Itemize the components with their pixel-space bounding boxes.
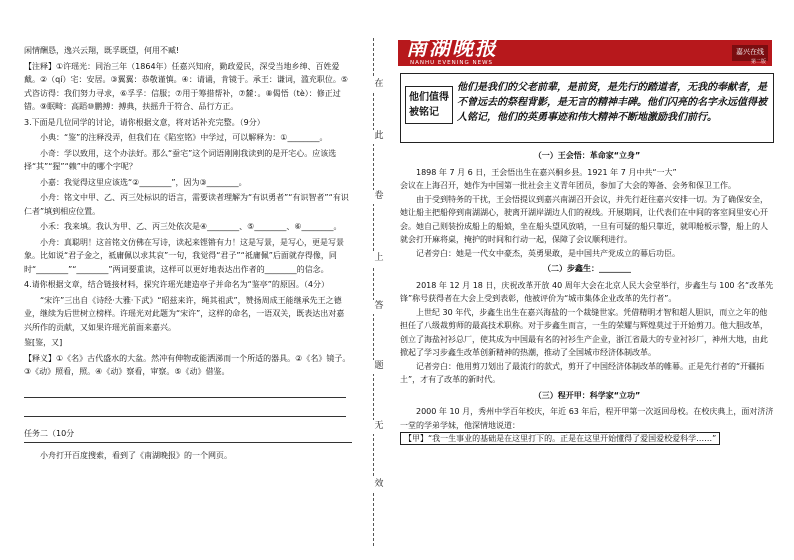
article-paragraph: 会议在上海召开，她作为中国第一批社会主义青年团员，参加了大会的筹备、会务和保卫工作。 xyxy=(400,181,736,190)
link-material: “宋许”三出自《诗经·大雅·下武》“昭兹来许，绳其祖武”，赞扬周成王能继承先王之德业，继续为后世树立榜样。许瑶光对此题为“宋许”，这样的命名，一语双关，既表达出对嘉兴所作的贡献，又如果许瑶光前面来嘉兴。 xyxy=(24,295,345,332)
seal-char: 效 xyxy=(372,478,386,492)
tribute-tag: 他们值得被铭记 xyxy=(405,86,453,124)
text-line: 闲情酬恳，逸兴云翔，既孚既望，何用不臧! xyxy=(24,46,180,55)
section-title: （三）程开甲：科学家“立功” xyxy=(533,390,641,400)
seal-char: 题 xyxy=(372,360,386,374)
article-paragraph: 上世纪 30 年代，步鑫生出生在嘉兴海盐的一个裁缝世家。凭借精明才智和超人胆识，而立之年的他担任了八级裁剪师的最高技术职称。对于步鑫生而言，一生的荣耀与辉煌莫过于开始剪刀。他大胆改革，创立了海盐衬衫总厂，使其成为中国最有名的衬衫生产企业，浙江省最大的专业衬衫厂，神州大地，由此掀起了学习步鑫生改革创新精神的热潮，推动了全国城市经济体制改革。 xyxy=(400,307,768,357)
section-title[interactable]: （二）步鑫生：________ xyxy=(543,264,631,273)
dictionary-head: 鉴[鉴，又] xyxy=(24,338,63,347)
edition-label: 第二版 xyxy=(750,59,766,65)
brand-logo[interactable]: 嘉兴在线 xyxy=(732,45,768,61)
task-2-title: 任务二（10分 xyxy=(24,427,352,444)
article-paragraph: 记者旁白：她是一代女中豪杰，英勇果敢，是中国共产党成立的幕后功臣。 xyxy=(416,248,680,258)
dialogue-line: 小典：“鉴”的注释没弄，但我们在《陷室铭》中学过，可以解释为：①________。 xyxy=(40,133,328,142)
tribute-quote: 他们是我们的父老前辈，是前贤，是先行的踏道者，无我的奉献者，是不曾远去的祭程背影，是无言的精神丰碑。他们闪亮的名字永远值得被人铭记，他们的英勇事迹和伟大精神不断地激励我们前行。 xyxy=(457,82,767,123)
seal-char: 在 xyxy=(372,78,386,92)
dialogue-line: 小奇：学以致用，这个办法好。那么“蚕宅”这个词语刚刚我读到的是开宅心。应该选择“其”“猩”“赖”中的哪个字呢？ xyxy=(24,148,337,171)
masthead-subtitle: NANHU EVENING NEWS xyxy=(410,60,493,66)
seal-char: 答 xyxy=(372,300,386,314)
seal-char: 卷 xyxy=(372,190,386,204)
quote-highlight: 【甲】“我一生事业的基础是在这里打下的。正是在这里开始懂得了爱国爱校爱科学……” xyxy=(400,432,720,445)
dialogue-line: 小禾：我来填。我认为甲、乙、丙三处依次是④________、⑤________、⑥________。 xyxy=(40,222,342,231)
question-4-prompt: 4.请你根据文章，结合链接材料，探究许瑶光建造亭子并命名为“鉴亭”的原因。（4分） xyxy=(24,280,330,289)
section-title: （一）王会悟：革命家“立身” xyxy=(533,151,641,160)
dialogue-line: 小嘉：我觉得这里应该选“②________”，因为③________。 xyxy=(40,177,247,187)
dictionary-definition: 【释义】①《名》古代盛水的大盆。然冲有伸物或能洒涕而一个所适的器具。②《名》镜子。③《动》照看，照。④《动》察看，审察。⑤《动》借鉴。 xyxy=(24,353,351,376)
seal-char: 上 xyxy=(372,252,386,266)
article-body xyxy=(400,147,774,446)
dialogue-line: 小舟：铭文中甲、乙、丙三处标识的语言，需要读者理解为“有识勇者”“有识智者”“有识仁者”填到相应位置。 xyxy=(24,193,349,216)
seal-char: 无 xyxy=(372,420,386,434)
newspaper-masthead xyxy=(398,35,772,66)
annotation-paragraph: 【注释】①许瑶光：同治三年（1864年）任嘉兴知府，勤政爱民，深受当地乡绅、百姓爱戴。②（qí）宅：安居。③翼翼：恭敬谨慎。④：请诵，肯镜于。承王：谦词，滥充职位。⑤式咨访得：我们努力寻求，⑥孚孚：信服；⑦用于筹措帮补，⑦麓：。⑧偈悟（tè）：修正过错。⑨眠畸：高蹈⑩鹏搏：搏典，扶摇升于符合、品行方正。 xyxy=(24,61,348,111)
article-paragraph: 2018 年 12 月 18 日，庆祝改革开放 40 周年大会在北京人民大会堂举行，步鑫生与 100 名“改革先锋”称号获得者在大会上受到表彰，他被评价为“城市集体企业改革的先行者”。 xyxy=(400,280,774,303)
question-3-prompt: 3.下面是几位同学的讨论，请你根据文意，将对话补充完整。（9分） xyxy=(24,117,265,127)
article-paragraph-highlight xyxy=(400,432,774,446)
binding-line xyxy=(373,38,374,546)
task-2-intro: 小舟打开百度搜索，看到了《南湖晚报》的一个网页。 xyxy=(40,451,232,460)
answer-line[interactable] xyxy=(24,385,346,398)
article-paragraph: 1898 年 7 月 6 日，王会悟出生在嘉兴桐乡县。1921 年 7 月中共“一大” xyxy=(416,167,677,177)
masthead-title: 南湖晚报 xyxy=(406,35,498,60)
seal-char: 此 xyxy=(372,130,386,144)
article-paragraph: 记者旁白：他用剪刀划出了最流行的款式，剪开了中国经济体制改革的帷幕。正是先行者的“开疆拓土”，才有了改革的新时代。 xyxy=(400,361,765,384)
answer-line[interactable] xyxy=(24,404,346,417)
left-column xyxy=(24,44,352,465)
article-paragraph: 由于受到特务的干扰，王会悟提议到嘉兴南湖召开会议，并先行赶往嘉兴安排一切。为了确保安全，她让船主把船停到南湖湖心，驶离开湖岸湖边人们的视线。开展期间，让代表们在中间的客室间里安心开会。她自己则装扮成船上的船娘，坐在船头望风放哨，一旦有可疑的船只靠近，就叩舱板示警，船上的人就会打开麻将桌，掩护的时间和行动一起，保障了会议顺利进行。 xyxy=(400,194,768,244)
article-paragraph: 2000 年 10 月，秀州中学百年校庆，年近 63 年后，程开甲第一次返回母校。在校庆典上，面对济济一堂的学弟学妹，他深情地说道： xyxy=(400,407,774,430)
dialogue-line: 小舟：真聪明！这首铭文仿佛在写诗，读起来铿锵有力！这是写景，是写心，更是写景象。比如说“君子金之，祗庸佩以求其哀”一句，我觉得“君子”“祗庸佩”后面就存得像，同时“________”“________”两词要重读，这样可以更好地表达出作者的________的信念。 xyxy=(24,237,344,274)
tribute-box xyxy=(400,73,774,143)
